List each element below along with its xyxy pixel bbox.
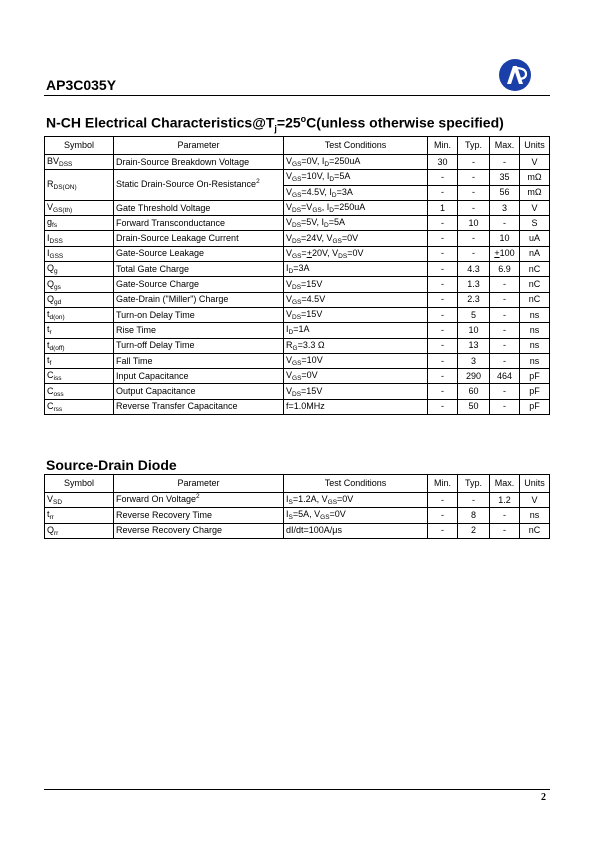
table-row — [45, 399, 550, 414]
parameter-cell: Fall Time — [114, 353, 284, 368]
unit-cell: V — [520, 155, 550, 170]
col-header: Max. — [490, 137, 520, 155]
typ-cell: - — [458, 493, 490, 508]
parameter-cell: Forward On Voltage$^2$ — [114, 493, 284, 508]
table-row — [45, 216, 550, 231]
max-cell: - — [490, 508, 520, 523]
unit-cell: V — [520, 493, 550, 508]
parameter-cell: Reverse Recovery Time — [114, 508, 284, 523]
table-row — [45, 277, 550, 292]
condition-cell: $V_{DS}=15V$ — [284, 384, 428, 399]
table-row — [45, 200, 550, 215]
unit-cell: S — [520, 216, 550, 231]
typ-cell: 8 — [458, 508, 490, 523]
condition-cell: $I_D=3A$ — [284, 262, 428, 277]
max-cell: 35 — [490, 170, 520, 185]
max-cell: +100 — [490, 246, 520, 261]
unit-cell: pF — [520, 399, 550, 414]
min-cell: - — [428, 338, 458, 353]
symbol-cell: $Q_{rr}$ — [45, 523, 114, 538]
min-cell: - — [428, 353, 458, 368]
min-cell: - — [428, 231, 458, 246]
typ-cell: 5 — [458, 307, 490, 322]
col-header: Parameter — [114, 475, 284, 493]
min-cell: - — [428, 262, 458, 277]
condition-cell: $V_{GS}=0V$, $I_D=250uA$ — [284, 155, 428, 170]
condition-cell: $V_{DS}=15V$ — [284, 307, 428, 322]
section-title-nch: N-CH Electrical $Characteristics@T_j=25^oC(unless$ otherwise specified) — [46, 114, 504, 134]
symbol-cell: $I_{GSS}$ — [45, 246, 114, 261]
condition-cell: f=1.0MHz — [284, 399, 428, 414]
typ-cell: - — [458, 185, 490, 200]
unit-cell: uA — [520, 231, 550, 246]
col-header: Max. — [490, 475, 520, 493]
parameter-cell: Gate-Drain ("Miller") Charge — [114, 292, 284, 307]
typ-cell: 50 — [458, 399, 490, 414]
symbol-cell: $g_{fs}$ — [45, 216, 114, 231]
symbol-cell: $Q_g$ — [45, 262, 114, 277]
unit-cell: nC — [520, 262, 550, 277]
section-title-diode: Source-Drain Diode — [46, 457, 177, 473]
min-cell: - — [428, 369, 458, 384]
table-row — [45, 384, 550, 399]
unit-cell: nA — [520, 246, 550, 261]
max-cell: 3 — [490, 200, 520, 215]
typ-cell: 1.3 — [458, 277, 490, 292]
unit-cell: mΩ — [520, 170, 550, 185]
symbol-cell: $t_r$ — [45, 323, 114, 338]
parameter-cell: Drain-Source Leakage Current — [114, 231, 284, 246]
max-cell: - — [490, 353, 520, 368]
nch-characteristics-table — [44, 136, 550, 415]
col-header: Min. — [428, 475, 458, 493]
min-cell: 30 — [428, 155, 458, 170]
max-cell: 6.9 — [490, 262, 520, 277]
symbol-cell: $t_f$ — [45, 353, 114, 368]
max-cell: - — [490, 307, 520, 322]
typ-cell: - — [458, 231, 490, 246]
table-row — [45, 508, 550, 523]
typ-cell: - — [458, 170, 490, 185]
min-cell: 1 — [428, 200, 458, 215]
typ-cell: 2 — [458, 523, 490, 538]
symbol-cell: $C_{iss}$ — [45, 369, 114, 384]
max-cell: - — [490, 292, 520, 307]
typ-cell: 10 — [458, 323, 490, 338]
unit-cell: nC — [520, 277, 550, 292]
parameter-cell: Output Capacitance — [114, 384, 284, 399]
footer-rule — [44, 789, 550, 790]
condition-cell: dI/dt=100A/μs — [284, 523, 428, 538]
max-cell: 1.2 — [490, 493, 520, 508]
max-cell: - — [490, 155, 520, 170]
col-header: Typ. — [458, 137, 490, 155]
condition-cell: $V_{GS}=0V$ — [284, 369, 428, 384]
max-cell: - — [490, 216, 520, 231]
col-header: Units — [520, 475, 550, 493]
table-row — [45, 170, 550, 185]
symbol-cell: $Q_{gd}$ — [45, 292, 114, 307]
typ-cell: - — [458, 200, 490, 215]
condition-cell: $R_G=3.3$ Ω — [284, 338, 428, 353]
typ-cell: 290 — [458, 369, 490, 384]
col-header: Test Conditions — [284, 137, 428, 155]
min-cell: - — [428, 277, 458, 292]
col-header: Typ. — [458, 475, 490, 493]
parameter-cell: Turn-on Delay Time — [114, 307, 284, 322]
min-cell: - — [428, 523, 458, 538]
unit-cell: ns — [520, 508, 550, 523]
col-header: Test Conditions — [284, 475, 428, 493]
condition-cell: $V_{GS}=4.5V$ — [284, 292, 428, 307]
col-header: Parameter — [114, 137, 284, 155]
unit-cell: pF — [520, 384, 550, 399]
condition-cell: $V_{GS}=10V$ — [284, 353, 428, 368]
table-row — [45, 353, 550, 368]
header-rule — [44, 95, 550, 96]
max-cell: - — [490, 523, 520, 538]
parameter-cell: Gate-Source Leakage — [114, 246, 284, 261]
typ-cell: - — [458, 246, 490, 261]
symbol-cell: $Q_{gs}$ — [45, 277, 114, 292]
parameter-cell: Turn-off Delay Time — [114, 338, 284, 353]
table-row — [45, 307, 550, 322]
min-cell: - — [428, 292, 458, 307]
typ-cell: 2.3 — [458, 292, 490, 307]
symbol-cell: $I_{DSS}$ — [45, 231, 114, 246]
min-cell: - — [428, 384, 458, 399]
parameter-cell: Gate Threshold Voltage — [114, 200, 284, 215]
symbol-cell: $t_{d(on)}$ — [45, 307, 114, 322]
parameter-cell: Rise Time — [114, 323, 284, 338]
table-row — [45, 292, 550, 307]
symbol-cell: $t_{rr}$ — [45, 508, 114, 523]
max-cell: 56 — [490, 185, 520, 200]
unit-cell: nC — [520, 292, 550, 307]
col-header: Symbol — [45, 475, 114, 493]
condition-cell: $I_S=5A$, $V_{GS}=0V$ — [284, 508, 428, 523]
table-row — [45, 155, 550, 170]
min-cell: - — [428, 323, 458, 338]
ap-logo-icon — [498, 58, 532, 92]
min-cell: - — [428, 508, 458, 523]
min-cell: - — [428, 185, 458, 200]
max-cell: - — [490, 323, 520, 338]
max-cell: 464 — [490, 369, 520, 384]
table-row — [45, 338, 550, 353]
unit-cell: ns — [520, 323, 550, 338]
min-cell: - — [428, 307, 458, 322]
table-header-row — [45, 475, 550, 493]
table-row — [45, 262, 550, 277]
symbol-cell: $V_{GS(th)}$ — [45, 200, 114, 215]
parameter-cell: Forward Transconductance — [114, 216, 284, 231]
parameter-cell: Drain-Source Breakdown Voltage — [114, 155, 284, 170]
unit-cell: ns — [520, 338, 550, 353]
table-row — [45, 246, 550, 261]
typ-cell: 13 — [458, 338, 490, 353]
table-row — [45, 231, 550, 246]
min-cell: - — [428, 399, 458, 414]
parameter-cell: Reverse Transfer Capacitance — [114, 399, 284, 414]
parameter-cell: Reverse Recovery Charge — [114, 523, 284, 538]
page-number: 2 — [541, 792, 546, 803]
condition-cell: $V_{DS}=5V$, $I_D=5A$ — [284, 216, 428, 231]
unit-cell: ns — [520, 353, 550, 368]
table-header-row — [45, 137, 550, 155]
symbol-cell: $C_{oss}$ — [45, 384, 114, 399]
symbol-cell: $t_{d(off)}$ — [45, 338, 114, 353]
table-row — [45, 523, 550, 538]
parameter-cell: Static Drain-Source On-Resistance$^2$ — [114, 170, 284, 201]
condition-cell: $I_D=1A$ — [284, 323, 428, 338]
condition-cell: $V_{GS}=+20V$, $V_{DS}=0V$ — [284, 246, 428, 261]
max-cell: - — [490, 338, 520, 353]
typ-cell: 4.3 — [458, 262, 490, 277]
table-row — [45, 323, 550, 338]
condition-cell: $V_{GS}=10V$, $I_D=5A$ — [284, 170, 428, 185]
condition-cell: $I_S=1.2A$, $V_{GS}=0V$ — [284, 493, 428, 508]
condition-cell: $V_{DS}=15V$ — [284, 277, 428, 292]
col-header: Units — [520, 137, 550, 155]
symbol-cell: $BV_{DSS}$ — [45, 155, 114, 170]
min-cell: - — [428, 170, 458, 185]
parameter-cell: Input Capacitance — [114, 369, 284, 384]
unit-cell: nC — [520, 523, 550, 538]
col-header: Min. — [428, 137, 458, 155]
symbol-cell: $V_{SD}$ — [45, 493, 114, 508]
max-cell: - — [490, 384, 520, 399]
typ-cell: 3 — [458, 353, 490, 368]
max-cell: - — [490, 277, 520, 292]
max-cell: 10 — [490, 231, 520, 246]
parameter-cell: Gate-Source Charge — [114, 277, 284, 292]
unit-cell: ns — [520, 307, 550, 322]
min-cell: - — [428, 246, 458, 261]
col-header: Symbol — [45, 137, 114, 155]
table-row — [45, 369, 550, 384]
condition-cell: $V_{DS}=24V$, $V_{GS}=0V$ — [284, 231, 428, 246]
symbol-cell: $R_{DS(ON)}$ — [45, 170, 114, 201]
diode-characteristics-table — [44, 474, 550, 539]
typ-cell: 60 — [458, 384, 490, 399]
typ-cell: - — [458, 155, 490, 170]
unit-cell: V — [520, 200, 550, 215]
table-row — [45, 493, 550, 508]
condition-cell: $V_{DS}=V_{GS}$, $I_D=250uA$ — [284, 200, 428, 215]
parameter-cell: Total Gate Charge — [114, 262, 284, 277]
part-number: AP3C035Y — [46, 77, 117, 93]
unit-cell: mΩ — [520, 185, 550, 200]
symbol-cell: $C_{rss}$ — [45, 399, 114, 414]
unit-cell: pF — [520, 369, 550, 384]
condition-cell: $V_{GS}=4.5V$, $I_D=3A$ — [284, 185, 428, 200]
min-cell: - — [428, 216, 458, 231]
min-cell: - — [428, 493, 458, 508]
max-cell: - — [490, 399, 520, 414]
typ-cell: 10 — [458, 216, 490, 231]
